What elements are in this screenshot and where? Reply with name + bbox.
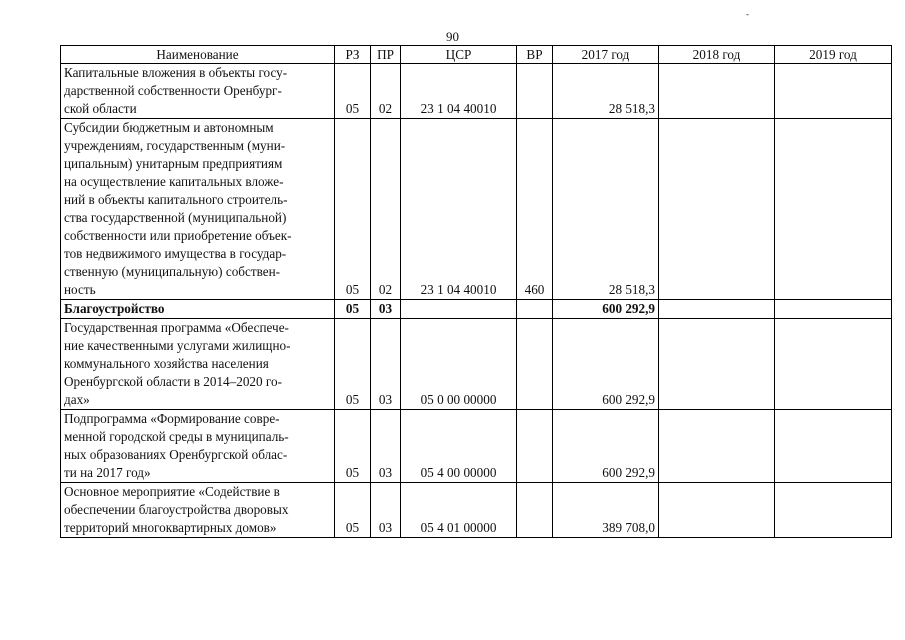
row-2017: 600 292,9	[553, 319, 659, 410]
table-row	[61, 319, 892, 410]
header-2018: 2018 год	[659, 46, 775, 64]
table-row	[61, 410, 892, 483]
row-name-line: тов недвижимого имущества в государ-	[64, 246, 287, 261]
row-2017: 28 518,3	[553, 64, 659, 119]
row-pr: 02	[371, 119, 401, 300]
row-name	[61, 64, 335, 119]
row-2018	[659, 483, 775, 538]
row-vr	[517, 64, 553, 119]
row-name-line: коммунального хозяйства населения	[64, 356, 269, 371]
table-row	[61, 300, 892, 319]
row-name-line: дах»	[64, 392, 90, 407]
row-2018	[659, 119, 775, 300]
row-name-line: дарственной собственности Оренбург-	[64, 83, 282, 98]
table-row	[61, 119, 892, 300]
header-name: Наименование	[61, 46, 335, 64]
row-name-line: Государственная программа «Обеспече-	[64, 320, 289, 335]
table-row	[61, 64, 892, 119]
row-rz: 05	[335, 119, 371, 300]
row-vr	[517, 483, 553, 538]
row-name-line: учреждениям, государственным (муни-	[64, 138, 286, 153]
header-2017: 2017 год	[553, 46, 659, 64]
row-2019	[775, 319, 892, 410]
row-2019	[775, 300, 892, 319]
row-2019	[775, 119, 892, 300]
header-rz: РЗ	[335, 46, 371, 64]
row-name-line: ных образованиях Оренбургской облас-	[64, 447, 288, 462]
row-name-line: Основное мероприятие «Содействие в	[64, 484, 280, 499]
header-vr: ВР	[517, 46, 553, 64]
row-csr: 05 0 00 00000	[401, 319, 517, 410]
row-name-line: ципальным) унитарным предприятиям	[64, 156, 283, 171]
row-name-line: ской области	[64, 101, 137, 116]
row-2018	[659, 64, 775, 119]
row-name-line: территорий многоквартирных домов»	[64, 520, 277, 535]
row-name	[61, 119, 335, 300]
header-2019: 2019 год	[775, 46, 892, 64]
row-vr	[517, 319, 553, 410]
row-name-line: ства государственной (муниципальной)	[64, 210, 287, 225]
row-pr: 03	[371, 483, 401, 538]
row-name-line: Капитальные вложения в объекты госу-	[64, 65, 288, 80]
row-2019	[775, 410, 892, 483]
row-name-line: обеспечении благоустройства дворовых	[64, 502, 289, 517]
row-csr	[401, 300, 517, 319]
row-name-line: менной городской среды в муниципаль-	[64, 429, 289, 444]
row-2019	[775, 64, 892, 119]
row-csr: 05 4 01 00000	[401, 483, 517, 538]
row-name-line: собственности или приобретение объек-	[64, 228, 292, 243]
row-csr: 23 1 04 40010	[401, 119, 517, 300]
row-rz: 05	[335, 64, 371, 119]
row-name-line: ственную (муниципальную) собствен-	[64, 264, 281, 279]
row-2019	[775, 483, 892, 538]
row-rz: 05	[335, 483, 371, 538]
row-csr: 05 4 00 00000	[401, 410, 517, 483]
row-vr	[517, 410, 553, 483]
row-pr: 03	[371, 300, 401, 319]
header-pr: ПР	[371, 46, 401, 64]
row-name	[61, 410, 335, 483]
row-vr: 460	[517, 119, 553, 300]
row-name-line: Благоустройство	[64, 301, 165, 316]
row-vr	[517, 300, 553, 319]
row-name	[61, 300, 335, 319]
row-name-line: ность	[64, 282, 96, 297]
page-number: 90	[446, 29, 459, 44]
row-name-line: Оренбургской области в 2014–2020 го-	[64, 374, 282, 389]
row-2018	[659, 319, 775, 410]
row-2017: 28 518,3	[553, 119, 659, 300]
table-row	[61, 483, 892, 538]
row-name-line: ний в объекты капитального строитель-	[64, 192, 288, 207]
row-2018	[659, 300, 775, 319]
row-csr: 23 1 04 40010	[401, 64, 517, 119]
row-rz: 05	[335, 410, 371, 483]
row-name-line: ти на 2017 год»	[64, 465, 151, 480]
row-pr: 03	[371, 410, 401, 483]
row-name-line: Субсидии бюджетным и автономным	[64, 120, 274, 135]
row-pr: 03	[371, 319, 401, 410]
budget-table	[60, 45, 892, 538]
row-name-line: ние качественными услугами жилищно-	[64, 338, 291, 353]
row-name-line: на осуществление капитальных вложе-	[64, 174, 284, 189]
row-pr: 02	[371, 64, 401, 119]
row-name	[61, 483, 335, 538]
row-2017: 389 708,0	[553, 483, 659, 538]
row-name	[61, 319, 335, 410]
row-rz: 05	[335, 319, 371, 410]
row-rz: 05	[335, 300, 371, 319]
table-header-row	[61, 46, 892, 64]
row-name-line: Подпрограмма «Формирование совре-	[64, 411, 280, 426]
corner-mark: -	[746, 9, 749, 19]
row-2017: 600 292,9	[553, 300, 659, 319]
table-body	[61, 64, 892, 538]
row-2017: 600 292,9	[553, 410, 659, 483]
header-csr: ЦСР	[401, 46, 517, 64]
row-2018	[659, 410, 775, 483]
